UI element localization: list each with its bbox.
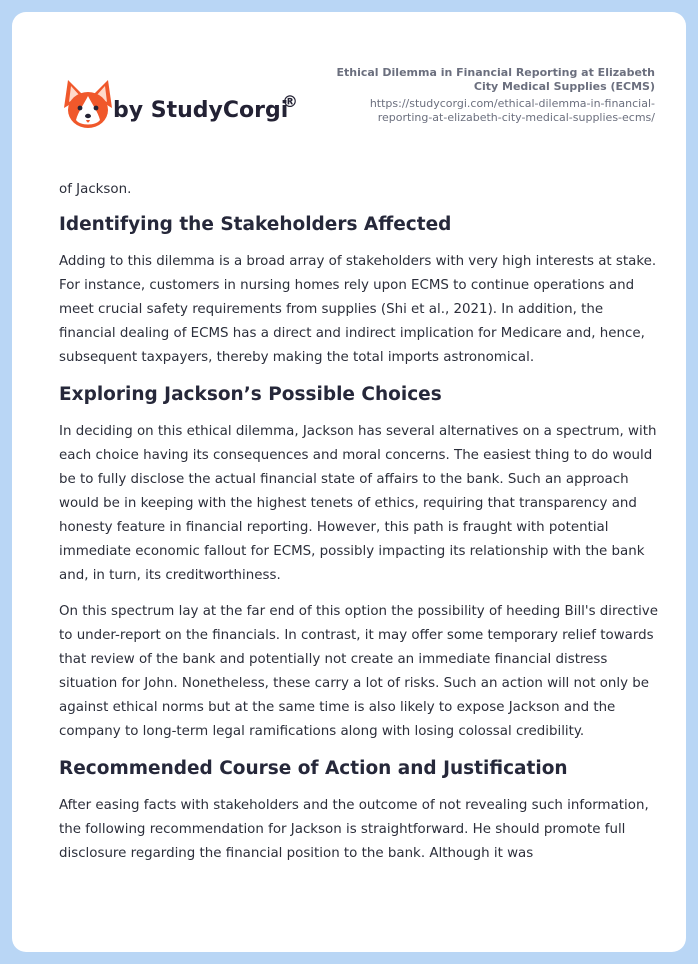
registered-mark: ® — [282, 92, 298, 111]
page-card — [12, 12, 686, 952]
paragraph: In deciding on this ethical dilemma, Jackson has several alternatives on a spectrum, with each choice having its consequences and moral concerns. The easiest thing to do would be to fully disclose the actual financial state of affairs to the bank. Such an approach would be in keeping with the highest tenets of ethics, requiring that transparency and honesty feature in financial reporting. However, this path is fraught with potential immediate economic fallout for ECMS, possibly impacting its relationship with the bank and, in turn, its creditworthiness. — [59, 424, 657, 583]
paragraph: Adding to this dilemma is a broad array of stakeholders with very high interests at stake. For instance, customers in nursing homes rely upon ECMS to continue operations and meet crucial safety requirements from supplies (Shi et al., 2021). In addition, the financial dealing of ECMS has a direct and indirect implication for Medicare and, hence, subsequent taxpayers, thereby making the total imports astronomical. — [59, 254, 657, 365]
brand-name: by StudyCorgi — [113, 98, 289, 123]
paragraph: After easing facts with stakeholders and the outcome of not revealing such information, the following recommendation for Jackson is straightforward. He should promote full disclosure regarding the financial position to the bank. Although it was — [59, 798, 649, 861]
section-heading-recommendation: Recommended Course of Action and Justification — [59, 758, 568, 779]
document-title: Ethical Dilemma in Financial Reporting at Elizabeth City Medical Supplies (ECMS) — [336, 66, 655, 93]
section-heading-choices: Exploring Jackson’s Possible Choices — [59, 384, 442, 405]
paragraph: On this spectrum lay at the far end of this option the possibility of heeding Bill's directive to under-report on the financials. In contrast, it may offer some temporary relief towards that review of the bank and potentially not create an immediate financial distress situation for John. Nonetheless, these carry a lot of risks. Such an action will not only be against ethical norms but at the same time is also likely to expose Jackson and the company to long-term legal ramifications along with losing colossal credibility. — [59, 604, 658, 739]
document-url[interactable]: https://studycorgi.com/ethical-dilemma-in-financial-reporting-at-elizabeth-city-medical-supplies-ecms/ — [369, 97, 655, 124]
corgi-logo-icon — [58, 74, 118, 134]
header — [12, 12, 686, 152]
article-body — [59, 178, 659, 878]
lead-fragment: of Jackson. — [59, 182, 132, 197]
section-heading-stakeholders: Identifying the Stakeholders Affected — [59, 214, 452, 235]
